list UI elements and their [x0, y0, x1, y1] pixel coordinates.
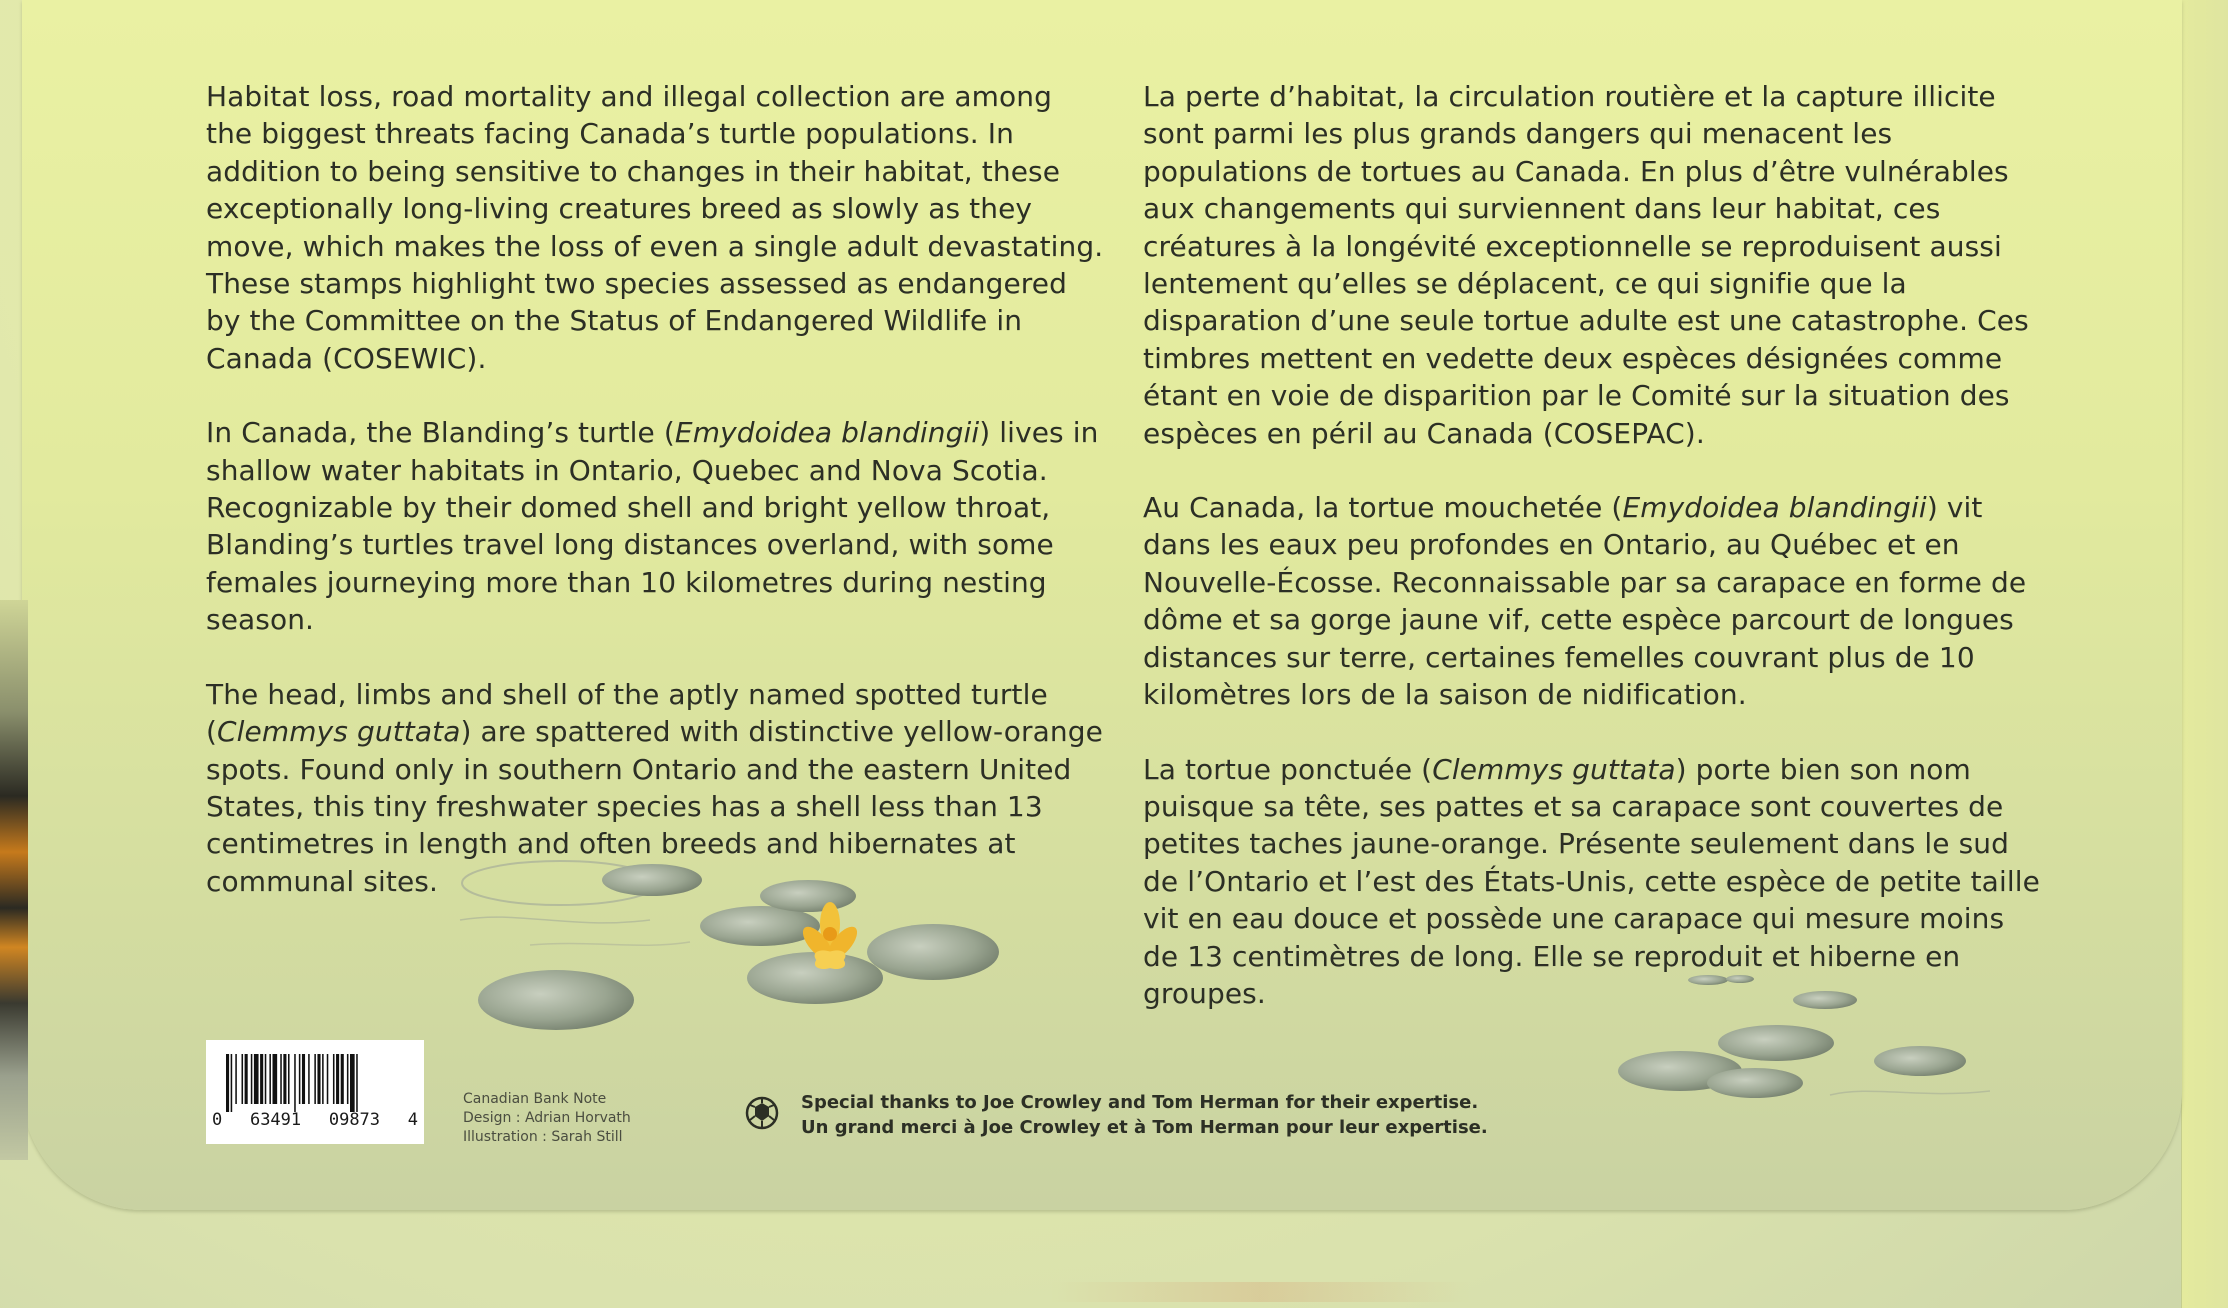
- barcode-bar: [260, 1054, 263, 1104]
- english-text-column: [206, 78, 1106, 937]
- barcode-bar: [341, 1054, 344, 1104]
- english-paragraph: [206, 414, 1106, 638]
- barcode-bar: [242, 1054, 244, 1104]
- barcode-bar: [265, 1054, 267, 1104]
- barcode-bar: [269, 1054, 271, 1104]
- paragraph-text: Au Canada, la tortue mouchetée (: [1143, 491, 1623, 525]
- barcode-bar: [226, 1054, 229, 1112]
- barcode-bar: [294, 1054, 296, 1112]
- paragraph-text: The head, limbs and shell of the aptly named spotted turtle (: [206, 677, 1048, 749]
- credit-design: Design : Adrian Horvath: [463, 1110, 631, 1126]
- lily-pad: [1793, 991, 1857, 1009]
- species-name: Emydoidea blandingii: [1622, 491, 1927, 525]
- barcode-bar: [251, 1054, 253, 1104]
- barcode-bar: [245, 1054, 248, 1104]
- paragraph-text: In Canada, the Blanding’s turtle (: [206, 416, 675, 450]
- bottom-decoration: [1050, 1282, 1470, 1302]
- barcode-bar: [317, 1054, 320, 1104]
- french-paragraph: [1143, 489, 2043, 713]
- barcode-right-group: 09873: [328, 1110, 381, 1130]
- barcode-bar: [350, 1054, 355, 1112]
- lily-pad: [1718, 1025, 1834, 1061]
- french-paragraph: [1143, 78, 2043, 452]
- barcode-bar: [299, 1054, 301, 1104]
- barcode-check-digit: 4: [407, 1110, 418, 1130]
- barcode-bar: [336, 1054, 339, 1104]
- barcode: [206, 1040, 424, 1144]
- lily-pad: [760, 880, 856, 912]
- barcode-bar: [254, 1054, 259, 1104]
- credit-printer: Canadian Bank Note: [463, 1091, 607, 1107]
- lily-pad: [867, 924, 999, 980]
- species-name: Clemmys guttata: [217, 715, 461, 749]
- credits: [463, 1090, 631, 1147]
- lily-pad: [1726, 975, 1754, 983]
- right-fold-edge: [2181, 0, 2228, 1308]
- barcode-bar: [288, 1054, 290, 1104]
- barcode-bar: [314, 1054, 316, 1104]
- paragraph-text: ) vit dans les eaux peu profondes en Ontario, au Québec et en Nouvelle-Écosse. Reconnaissable par sa carapace en forme de dôme et sa gorge jaune vif, cette espèce parcourt de longues distances sur terre, certaines femelles couvrant plus de 10 kilomètres lors de la saison de nidification.: [1143, 491, 2027, 712]
- lily-pad: [700, 906, 820, 946]
- barcode-bar: [356, 1054, 358, 1112]
- barcode-bar: [283, 1054, 286, 1104]
- barcode-bar: [302, 1054, 305, 1104]
- barcode-bar: [273, 1054, 278, 1104]
- barcode-bar: [322, 1054, 324, 1104]
- lily-pad: [747, 952, 883, 1004]
- paragraph-text: ) are spattered with distinctive yellow-orange spots. Found only in southern Ontario and the eastern United States, this tiny freshwater species has a shell less than 13 centimetres in length and often breeds and hibernates at communal sites.: [206, 715, 1103, 898]
- barcode-bars: [226, 1054, 410, 1112]
- lily-pads-illustration-right: [1590, 965, 1990, 1105]
- barcode-bar: [308, 1054, 310, 1104]
- barcode-bar: [327, 1054, 329, 1104]
- barcode-digits: [206, 1110, 424, 1130]
- english-paragraph: [206, 78, 1106, 377]
- barcode-bar: [231, 1054, 233, 1112]
- thanks-french: Un grand merci à Joe Crowley et à Tom Herman pour leur expertise.: [801, 1117, 1488, 1138]
- lily-pad: [1874, 1046, 1966, 1076]
- lily-pad: [478, 970, 634, 1030]
- turtle-illustration-edge: [0, 600, 28, 1160]
- credit-illustration: Illustration : Sarah Still: [463, 1129, 623, 1145]
- lily-pad: [1688, 975, 1728, 985]
- lily-pad: [1707, 1068, 1803, 1098]
- species-name: Clemmys guttata: [1432, 752, 1676, 786]
- turtle-shell-icon: [745, 1096, 779, 1130]
- lily-pad: [602, 864, 702, 896]
- thanks-text: [801, 1090, 1488, 1140]
- french-text-column: [1143, 78, 2043, 1049]
- barcode-lead-digit: 0: [212, 1110, 223, 1130]
- barcode-bar: [235, 1054, 237, 1104]
- lily-pads-illustration-left: [430, 850, 1020, 1040]
- barcode-left-group: 63491: [249, 1110, 302, 1130]
- barcode-bar: [333, 1054, 335, 1104]
- paragraph-text: ) lives in shallow water habitats in Ontario, Quebec and Nova Scotia. Recognizable by their domed shell and bright yellow throat, Blanding’s turtles travel long distances overland, with some females journeying more than 10 kilometres during nesting season.: [206, 416, 1099, 637]
- paragraph-text: La tortue ponctuée (: [1143, 752, 1433, 786]
- thanks-english: Special thanks to Joe Crowley and Tom Herman for their expertise.: [801, 1092, 1479, 1113]
- species-name: Emydoidea blandingii: [674, 416, 980, 450]
- paragraph-text: La perte d’habitat, la circulation routière et la capture illicite sont parmi les plus grands dangers qui menacent les populations de tortues au Canada. En plus d’être vulnérables aux changements qui surviennent dans leur habitat, ces créatures à la longévité exceptionnelle se reproduisent aussi lentement qu’elles se déplacent, ce qui signifie que la disparation d’une seule tortue adulte est une catastrophe. Ces timbres mettent en vedette deux espèces désignées comme étant en voie de disparition par le Comité sur la situation des espèces en péril au Canada (COSEPAC).: [1143, 80, 2029, 450]
- barcode-bar: [280, 1054, 282, 1104]
- paragraph-text: ) porte bien son nom puisque sa tête, ses pattes et sa carapace sont couvertes de petites taches jaune-orange. Présente seulement dans le sud de l’Ontario et l’est des États-Unis, cette espèce de petite taille vit en eau douce et possède une carapace qui mesure moins de 13 centimètres de long. Elle se reproduit et hiberne en groupes.: [1143, 752, 2040, 1010]
- paragraph-text: Habitat loss, road mortality and illegal collection are among the biggest threats facing Canada’s turtle populations. In addition to being sensitive to changes in their habitat, these exceptionally long-living creatures breed as slowly as they move, which makes the loss of even a single adult devastating. These stamps highlight two species assessed as endangered by the Committee on the Status of Endangered Wildlife in Canada (COSEWIC).: [206, 80, 1104, 375]
- barcode-bar: [347, 1054, 349, 1104]
